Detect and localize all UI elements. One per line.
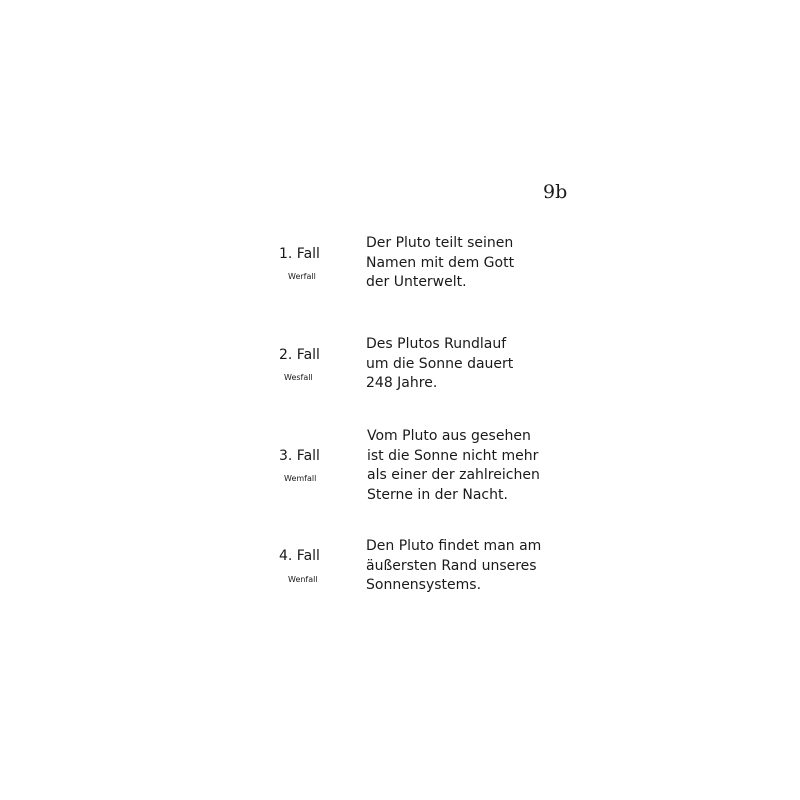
case-sentence bbox=[367, 427, 540, 505]
case-label: 4. Fall bbox=[279, 548, 320, 564]
case-label: 3. Fall bbox=[279, 448, 320, 464]
case-question: Wesfall bbox=[284, 373, 313, 382]
sentence-line: Den Pluto findet man am bbox=[366, 538, 542, 554]
sentence-line: Namen mit dem Gott bbox=[366, 254, 515, 271]
sentence-line: der Unterwelt. bbox=[366, 274, 467, 290]
case-row-4 bbox=[0, 538, 800, 637]
case-question: Wemfall bbox=[284, 474, 317, 483]
case-label: 2. Fall bbox=[279, 347, 320, 363]
case-row-1 bbox=[0, 235, 800, 335]
case-sentence bbox=[366, 335, 513, 394]
case-row-3 bbox=[0, 428, 800, 537]
case-sentence bbox=[366, 537, 541, 596]
case-sentence bbox=[366, 234, 514, 293]
sentence-line: äußersten Rand unseres bbox=[366, 557, 537, 574]
sentence-line: um die Sonne dauert bbox=[366, 355, 514, 372]
case-question: Werfall bbox=[288, 272, 316, 281]
sentence-line: als einer der zahlreichen bbox=[367, 467, 540, 483]
sentence-line: Des Plutos Rundlauf bbox=[366, 336, 507, 352]
case-label: 1. Fall bbox=[279, 246, 320, 262]
sentence-line: Sterne in der Nacht. bbox=[367, 486, 508, 503]
sentence-line: Sonnensystems. bbox=[366, 577, 482, 593]
sentence-line: ist die Sonne nicht mehr bbox=[367, 447, 539, 464]
page-number: 9b bbox=[543, 181, 568, 203]
case-question: Wenfall bbox=[288, 575, 318, 584]
sentence-line: Vom Pluto aus gesehen bbox=[367, 428, 531, 444]
sentence-line: 248 Jahre. bbox=[366, 375, 438, 391]
sentence-line: Der Pluto teilt seinen bbox=[366, 235, 514, 251]
case-row-2 bbox=[0, 336, 800, 436]
